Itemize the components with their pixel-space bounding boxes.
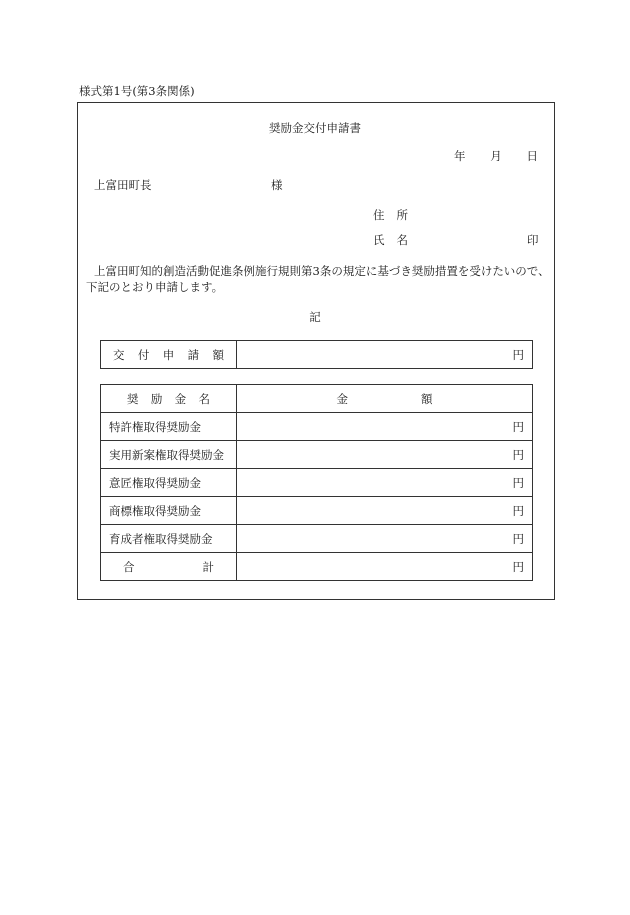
form-title: 奨励金交付申請書: [269, 121, 361, 135]
table-header-row: [101, 385, 533, 413]
addressee-honorific: 様: [271, 178, 283, 192]
subsidy-name-cell: 意匠権取得奨励金: [101, 469, 237, 497]
subsidy-name-cell: 商標権取得奨励金: [101, 497, 237, 525]
amount-field[interactable]: 円: [237, 525, 533, 553]
amount-field[interactable]: 円: [237, 497, 533, 525]
table-total-row: [101, 553, 533, 581]
date-line: [454, 151, 538, 163]
table-row: [101, 341, 533, 369]
header-subsidy-name: 奨 励 金 名: [101, 385, 237, 413]
date-year: 年: [454, 149, 466, 163]
date-month: 月: [490, 149, 502, 163]
application-amount-field[interactable]: 円: [237, 341, 533, 369]
address-label: 住 所: [373, 208, 408, 222]
subsidy-name-cell: 育成者権取得奨励金: [101, 525, 237, 553]
name-label: 氏 名: [373, 233, 408, 247]
subsidy-name-cell: 特許権取得奨励金: [101, 413, 237, 441]
amount-field[interactable]: 円: [237, 469, 533, 497]
addressee-name: 上富田町長: [94, 178, 152, 192]
form-number-label: 様式第1号(第3条関係): [79, 84, 195, 98]
table-row: [101, 469, 533, 497]
amount-field[interactable]: 円: [237, 441, 533, 469]
total-amount-field[interactable]: 円: [237, 553, 533, 581]
application-amount-label: 交 付 申 請 額: [101, 341, 237, 369]
application-statement: 上富田町知的創造活動促進条例施行規則第3条の規定に基づき奨励措置を受けたいので、下記のとおり申請します。: [86, 264, 550, 294]
subsidy-name-cell: 実用新案権取得奨励金: [101, 441, 237, 469]
seal-mark: 印: [527, 233, 539, 247]
subsidy-table: [100, 384, 533, 581]
table-row: [101, 497, 533, 525]
table-row: [101, 413, 533, 441]
table-row: [101, 441, 533, 469]
application-amount-table: [100, 340, 533, 369]
table-row: [101, 525, 533, 553]
header-amount: 金 額: [237, 385, 533, 413]
total-label: 合 計: [101, 553, 237, 581]
amount-field[interactable]: 円: [237, 413, 533, 441]
date-day: 日: [526, 149, 538, 163]
ki-heading: 記: [309, 310, 321, 324]
